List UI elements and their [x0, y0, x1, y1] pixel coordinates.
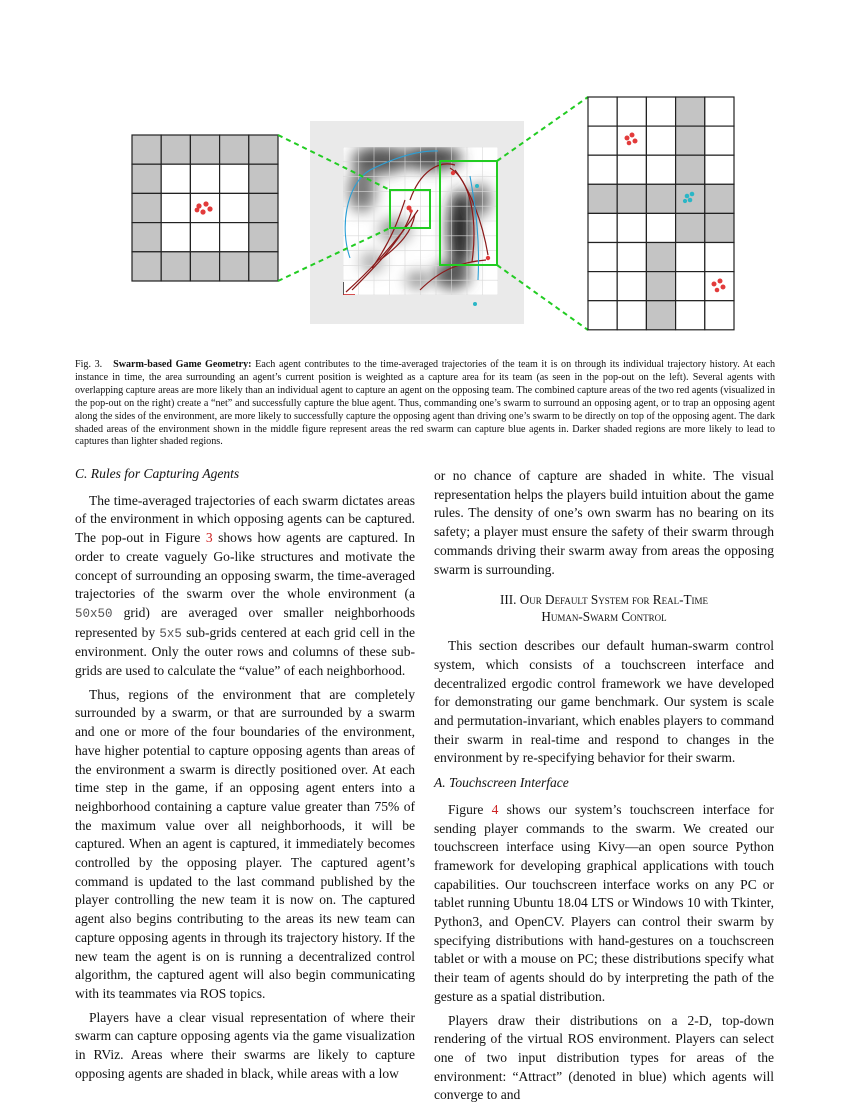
grid-cell — [190, 223, 219, 252]
grid-cell — [132, 193, 161, 222]
section-heading-touchscreen: A. Touchscreen Interface — [434, 775, 569, 791]
grid-cell — [617, 97, 646, 126]
grid-cell — [705, 243, 734, 272]
grid-cell — [676, 272, 705, 301]
grid-cell — [132, 135, 161, 164]
figure-caption — [75, 359, 775, 449]
grid-cell — [249, 135, 278, 164]
grid-cell — [588, 213, 617, 242]
grid-cell — [617, 272, 646, 301]
paragraph: Thus, regions of the environment that are completely surrounded by a swarm, or that are surrounded by a swarm and one or more of the four boundaries of the environment, have higher potential to capture opposing agents than areas of the environment a swarm is directly positioned over. At each time step in the game, if an opposing agent enters into a neighborhood containing a capture value greater than 75% of the maximum value over all neighborhoods, it will be captured. When an agent is captured, it immediately becomes controlled by the opposing player. The captured agent’s command is updated to the last command published by the player controlling the new team it is now on. The captured agent also begins contributing to the areas its new team can capture opposing agents in through its trajectory history. If the new team the agent is on is running a decentralized control algorithm, the captured agent will also begin communicating with its teammates via ROS topics. — [75, 686, 415, 1001]
grid-cell — [190, 193, 219, 222]
left-column — [75, 465, 415, 1089]
figure-label: Fig. 3. — [75, 359, 103, 370]
grid-cell — [220, 135, 249, 164]
section-heading-system: III. Our Default System for Real-Time Human-Swarm Control — [499, 592, 709, 625]
figure-ref-link[interactable]: 4 — [491, 801, 499, 817]
grid-cell — [190, 164, 219, 193]
grid-cell — [646, 213, 675, 242]
section-heading-rules: C. Rules for Capturing Agents — [75, 466, 240, 481]
grid-cell — [161, 135, 190, 164]
grid-cell — [220, 252, 249, 281]
caption-text: Each agent contributes to the time-averaged trajectories of the team it is on through its individual trajectory history. At each instance in time, the area surrounding an agent’s current position is weighted as a capture area for its team (as seen in the pop-out on the left). Several agents with overlapping capture areas are more likely than an individual agent to capture an agent on the opposing team. The combined capture areas of the two red agents (visualized in the pop-out on the right) create a “net” and successfully capture the blue agent. Thus, commanding one’s swarm to surround an opposing agent, or to trap an opposing agent along the sides of the environment, are more likely to successfully capture the opposing agent than driving one’s swarm to be directly on top of the opposing agent. The dark shaded areas of the environment shown in the middle figure represent areas the red swarm can capture blue agents in. Darker shaded regions are more likely to lead to captures than lighter shaded regions. — [75, 359, 775, 448]
grid-cell — [220, 164, 249, 193]
grid-cell — [588, 301, 617, 330]
grid-cell — [161, 193, 190, 222]
grid-cell — [132, 164, 161, 193]
grid-cell — [705, 301, 734, 330]
grid-cell — [132, 223, 161, 252]
grid-cell — [249, 193, 278, 222]
grid-cell — [588, 126, 617, 155]
caption-title: Swarm-based Game Geometry: — [113, 359, 252, 370]
grid-cell — [676, 126, 705, 155]
grid-cell — [646, 272, 675, 301]
grid-cell — [676, 301, 705, 330]
paragraph: Players have a clear visual representation of where their swarm can capture opposing agents via the game visualization in RViz. Areas where their swarms are likely to capture opposing agents are shaded in black, while areas with a low — [75, 1009, 415, 1081]
paragraph: The time-averaged trajectories of each swarm dictates areas of the environment in which opposing agents can be captured. The pop-out in Figure 3 shows how agents are captured. In order to create vaguely Go-like structures and motivate the concept of surrounding an opposing swarm, the time-averaged trajectories of the swarm over the whole environment (a 50x50 grid) are averaged over smaller neighborhoods represented by 5x5 sub-grids centered at each grid cell in the environment. Only the outer rows and columns of these sub-grids are used to calculate the “value” of each neighborhood. — [75, 492, 416, 679]
grid-cell — [220, 193, 249, 222]
grid-cell — [249, 223, 278, 252]
right-column — [434, 467, 774, 1110]
right-popout-grid — [588, 97, 734, 330]
grid-cell — [132, 252, 161, 281]
grid-cell — [646, 97, 675, 126]
left-popout-grid — [132, 135, 278, 281]
grid-cell — [676, 213, 705, 242]
environment-view — [310, 121, 524, 324]
grid-cell — [676, 155, 705, 184]
grid-cell — [617, 184, 646, 213]
grid-cell — [617, 213, 646, 242]
grid-cell — [617, 155, 646, 184]
paragraph: Figure 4 shows our system’s touchscreen interface for sending player commands to the swarm. We created our touchscreen interface using Kivy—an open source Python framework for developing graphical applications with touch capabilities. Our touchscreen interface works on any PC or tablet running Ubuntu 18.04 LTS or Windows 10 with Tkinter, Python3, and OpenCV. Players can control their swarm by specifying distributions with hand-gestures on a touchscreen tablet or with a mouse on PC; these distributions specify what their team of agents should do by interpreting the path of the gesture as a spatial distribution. — [434, 801, 774, 1004]
grid-cell — [705, 184, 734, 213]
grid-cell — [249, 252, 278, 281]
grid-cell — [588, 243, 617, 272]
grid-cell — [617, 243, 646, 272]
grid-cell — [705, 155, 734, 184]
grid-cell — [705, 272, 734, 301]
grid-cell — [676, 97, 705, 126]
grid-cell — [588, 272, 617, 301]
grid-cell — [705, 126, 734, 155]
grid-cell — [588, 184, 617, 213]
figure-ref-link[interactable]: 3 — [205, 530, 213, 546]
grid-cell — [190, 135, 219, 164]
grid-cell — [646, 301, 675, 330]
grid-cell — [161, 164, 190, 193]
grid-cell — [646, 184, 675, 213]
grid-cell — [646, 243, 675, 272]
grid-cell — [588, 97, 617, 126]
grid-cell — [617, 126, 646, 155]
grid-cell — [705, 97, 734, 126]
grid-cell — [617, 301, 646, 330]
paragraph: This section describes our default human-swarm control system, which consists of a touchscreen interface and decentralized ergodic control framework we have developed for demonstrating our game benchmark. Our system is scale and permutation-invariant, which enables players to command their swarm in real-time and respond to changes in the environment by re-specifying behavior for their swarm. — [434, 638, 774, 766]
grid-cell — [646, 155, 675, 184]
grid-cell — [646, 126, 675, 155]
grid-cell — [161, 223, 190, 252]
grid-cell — [588, 155, 617, 184]
grid-cell — [161, 252, 190, 281]
paragraph: or no chance of capture are shaded in white. The visual representation helps the players build intuition about the game rules. The density of one’s own swarm has no bearing on its safety; a player must ensure the safety of their swarm through commands driving their swarm away from areas the opposing swarm is surrounding. — [434, 468, 774, 577]
grid-cell — [705, 213, 734, 242]
grid-cell — [220, 223, 249, 252]
grid-cell — [249, 164, 278, 193]
grid-cell — [676, 243, 705, 272]
grid-cell — [190, 252, 219, 281]
paragraph: Players draw their distributions on a 2-D, top-down rendering of the virtual ROS environment. Players can select one of two input distribution types for areas of the environment: “Attract” (denoted in blue) which agents will converge to and — [434, 1012, 774, 1103]
figure-swarm-geometry — [0, 0, 850, 345]
